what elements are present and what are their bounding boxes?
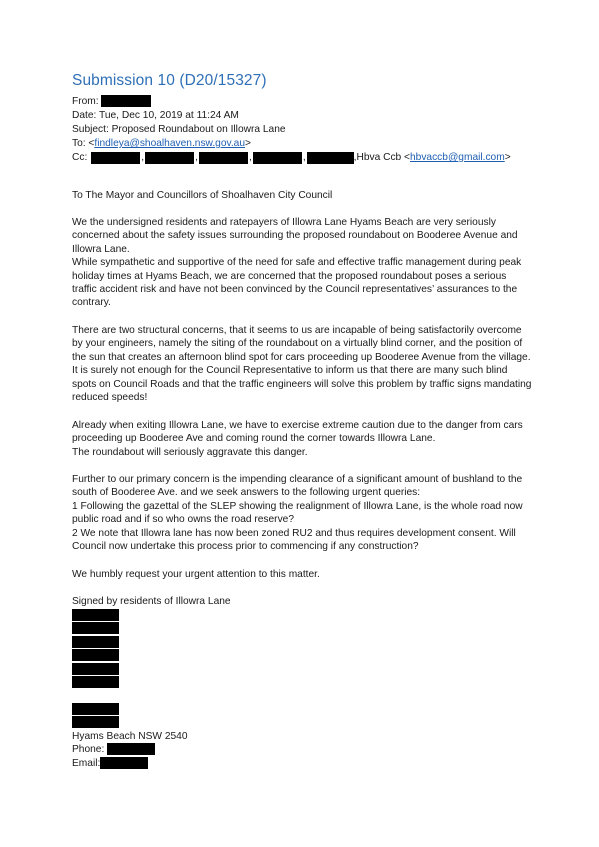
paragraph-2 [72, 324, 532, 404]
redaction-block [72, 636, 119, 648]
cc-label: Cc: [72, 152, 88, 163]
cc-separator: , [248, 152, 252, 163]
submission-title: Submission 10 (D20/15327) [72, 72, 267, 89]
paragraph-text: We the undersigned residents and ratepayers of Illowra Lane Hyams Beach are very seriously concerned about the safety issues surrounding the proposed roundabout on Booderee Avenue and Illowra Lane. [72, 217, 518, 255]
redaction-block [72, 622, 119, 634]
redaction-block [72, 676, 119, 688]
from-line [72, 95, 151, 108]
cc-tail: ,Hbva Ccb < [353, 152, 410, 163]
redaction-block [72, 609, 119, 621]
redaction-block [101, 95, 151, 107]
redaction-block [100, 757, 148, 769]
email-line [72, 757, 148, 770]
cc-line [72, 151, 511, 164]
to-close: > [245, 138, 251, 149]
cc-separator: , [141, 152, 145, 163]
paragraph-text: While sympathetic and supportive of the need for safe and effective traffic management during peak holiday times at Hyams Beach, we are concerned that the proposed roundabout poses a serious traffic accident risk and have not been convinced by the Council representatives’ assurances to the contrary. [72, 257, 522, 309]
signed-by: Signed by residents of Illowra Lane [72, 596, 231, 607]
redaction-block [307, 152, 354, 164]
subject-line: Subject: Proposed Roundabout on Illowra Lane [72, 124, 286, 135]
signature-redactions [72, 609, 119, 689]
paragraph-1 [72, 216, 532, 310]
redaction-block [72, 663, 119, 675]
paragraph-text: Further to our primary concern is the impending clearance of a significant amount of bushland to the south of Booderee Ave. and we seek answers to the following urgent queries: [72, 474, 523, 499]
cc-close: > [504, 152, 511, 163]
closing-request: We humbly request your urgent attention to this matter. [72, 569, 320, 580]
paragraph-text: 2 We note that Illowra lane has now been zoned RU2 and thus requires development consent. Will Council now undertake this process prior to commencing if any construction? [72, 527, 516, 553]
redaction-block [107, 743, 155, 755]
email-label: Email: [72, 758, 101, 769]
name-redactions [72, 703, 119, 730]
redaction-block [72, 716, 119, 728]
phone-line [72, 743, 155, 756]
redaction-block [199, 152, 248, 164]
paragraph-text: There are two structural concerns, that it seems to us are incapable of being satisfactorily overcome by your engineers, namely the siting of the roundabout on a virtually blind corner, and the position of the sun that creates an afternoon blind spot for cars proceeding up Booderee Avenue from the village. It is surely not enough for the Council Representative to inform us that there are many such blind spots on Council Roads and that the traffic engineers will solve this problem by traffic signs mandating reduced speeds! [72, 325, 532, 404]
to-label: To: < [72, 138, 95, 149]
redaction-block [72, 649, 119, 661]
salutation: To The Mayor and Councillors of Shoalhaven City Council [72, 190, 333, 201]
to-email-link[interactable]: findleya@shoalhaven.nsw.gov.au [94, 138, 245, 149]
cc-email-link[interactable]: hbvaccb@gmail.com [410, 152, 505, 163]
to-line [72, 137, 251, 150]
paragraph-4 [72, 473, 532, 553]
cc-separator: , [302, 152, 306, 163]
from-label: From: [72, 96, 99, 107]
paragraph-3 [72, 419, 532, 459]
paragraph-text: Already when exiting Illowra Lane, we have to exercise extreme caution due to the danger from cars proceeding up Booderee Ave and coming round the corner towards Illowra Lane. [72, 420, 523, 445]
cc-separator: , [195, 152, 198, 163]
redaction-block [145, 152, 194, 164]
paragraph-text: 1 Following the gazettal of the SLEP showing the realignment of Illowra Lane, is the whole road now public road and if so who owns the road reserve? [72, 500, 523, 526]
redaction-block [253, 152, 302, 164]
paragraph-text: The roundabout will seriously aggravate this danger. [72, 446, 308, 458]
address-line: Hyams Beach NSW 2540 [72, 731, 188, 742]
redaction-block [91, 152, 140, 164]
date-line: Date: Tue, Dec 10, 2019 at 11:24 AM [72, 110, 239, 121]
redaction-block [72, 703, 119, 715]
phone-label: Phone: [72, 744, 105, 755]
